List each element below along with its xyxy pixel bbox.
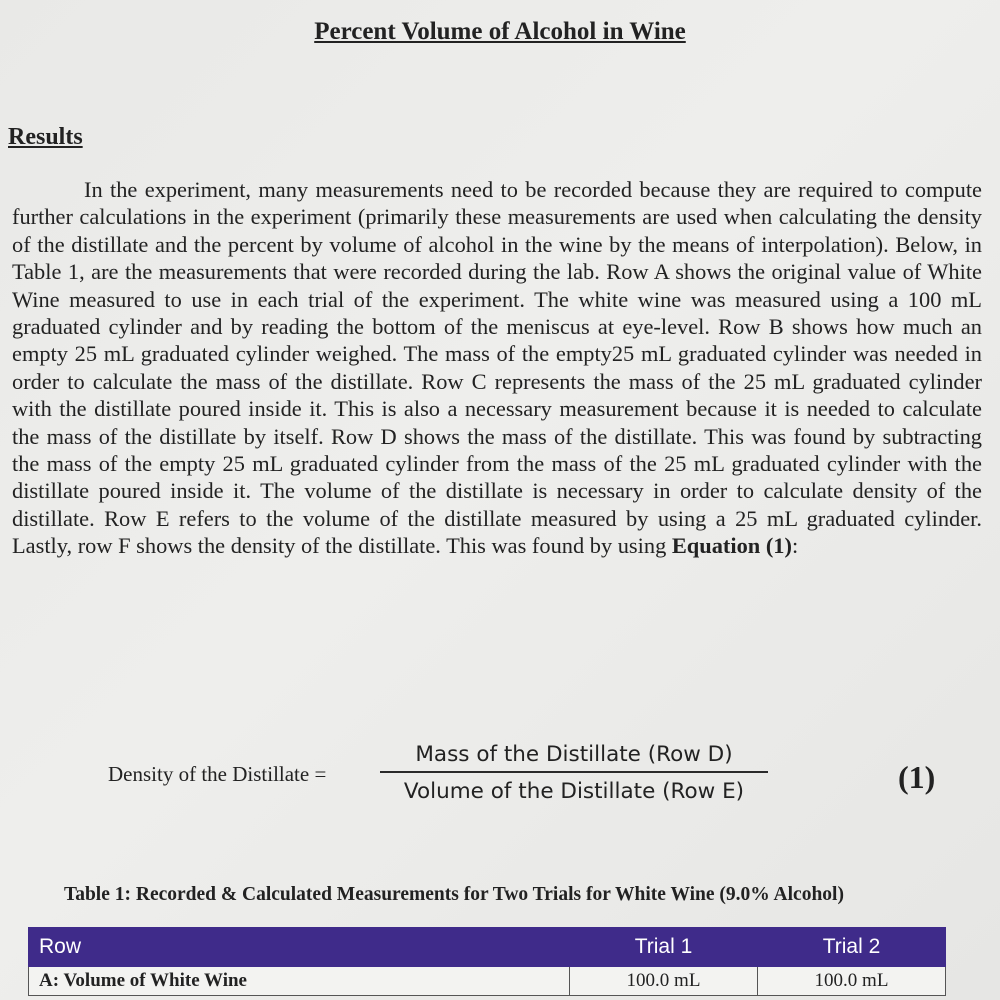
equation-fraction xyxy=(376,742,772,804)
table-header-row xyxy=(29,928,946,967)
results-paragraph-text: In the experiment, many measurements need to be recorded because they are required to compute further calculations in the experiment (primarily these measurements are used when calculating the density of the distillate and the percent by volume of alcohol in the wine by the means of interpolation). Below, in Table 1, are the measurements that were recorded during the lab. Row A shows the original value of White Wine measured to use in each trial of the experiment. The white wine was measured using a 100 mL graduated cylinder and by reading the bottom of the meniscus at eye-level. Row B shows how much an empty 25 mL graduated cylinder weighed. The mass of the empty25 mL graduated cylinder was needed in order to calculate the mass of the distillate. Row C represents the mass of the 25 mL graduated cylinder with the distillate poured inside it. This is also a necessary measurement because it is needed to calculate the mass of the distillate by itself. Row D shows the mass of the distillate. This was found by subtracting the mass of the empty 25 mL graduated cylinder from the mass of the 25 mL graduated cylinder with the distillate poured inside it. The volume of the distillate is necessary in order to calculate density of the distillate. Row E refers to the volume of the distillate measured by using a 25 mL graduated cylinder. Lastly, row F shows the density of the distillate. This was found by using xyxy=(12,177,982,559)
row-label: A: Volume of White Wine xyxy=(29,967,570,996)
paragraph-end: : xyxy=(791,533,799,559)
table-row xyxy=(29,967,946,996)
equation-numerator: Mass of the Distillate (Row D) xyxy=(415,742,733,767)
trial-2-value: 100.0 mL xyxy=(758,967,946,996)
equation-reference: Equation (1) xyxy=(671,533,792,559)
results-paragraph xyxy=(12,176,982,560)
results-heading: Results xyxy=(8,124,83,150)
equation-number: (1) xyxy=(898,759,936,795)
header-trial-2: Trial 2 xyxy=(758,928,946,967)
equation-label: Density of the Distillate = xyxy=(108,762,327,786)
equation-denominator: Volume of the Distillate (Row E) xyxy=(403,779,745,804)
trial-1-value: 100.0 mL xyxy=(570,967,758,996)
header-row: Row xyxy=(29,928,570,967)
measurements-table xyxy=(28,927,946,996)
page-title: Percent Volume of Alcohol in Wine xyxy=(314,18,686,45)
table-caption: Table 1: Recorded & Calculated Measurements for Two Trials for White Wine (9.0% Alcohol) xyxy=(64,884,844,905)
header-trial-1: Trial 1 xyxy=(570,928,758,967)
